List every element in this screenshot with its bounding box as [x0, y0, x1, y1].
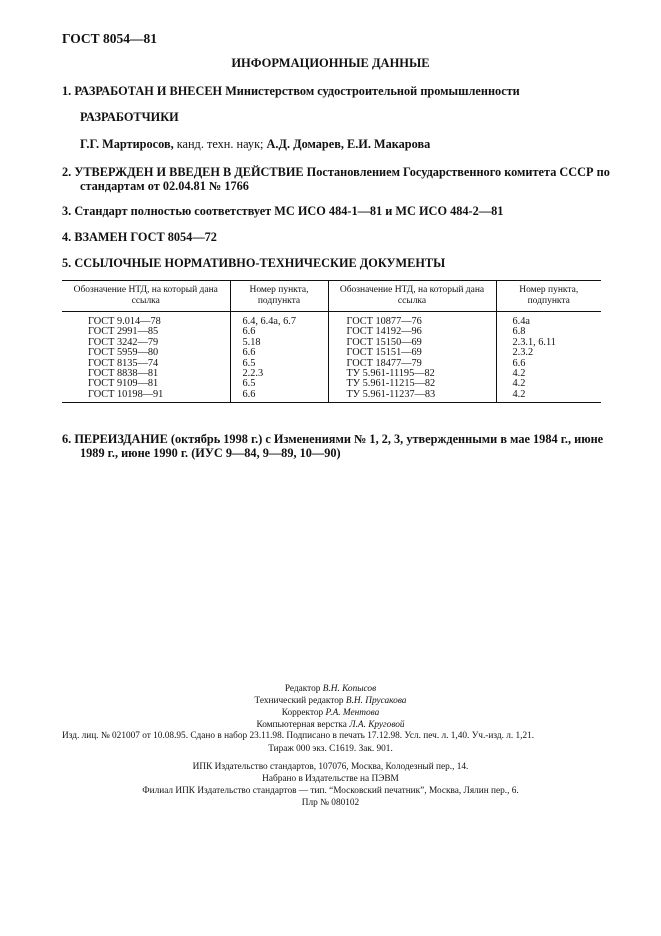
- item-6-text: (октябрь 1998 г.) с Изменениями № 1, 2, 3, утвержденными в мае 1984 г., июне: [170, 432, 604, 446]
- item-6-line-1: [62, 432, 603, 447]
- item-4-text: ВЗАМЕН ГОСТ 8054—72: [74, 230, 217, 244]
- developer-1: Г.Г. Мартиросов,: [80, 137, 174, 151]
- page-title: ИНФОРМАЦИОННЫЕ ДАННЫЕ: [231, 56, 430, 70]
- ref-doc: ТУ 5.961-11237—83: [328, 390, 496, 403]
- ref-item: 6.5: [230, 379, 328, 389]
- table-row: [62, 312, 601, 328]
- ref-doc: ГОСТ 8135—74: [62, 359, 230, 369]
- developers-names: [80, 137, 430, 152]
- ref-item: 6.4а: [512, 316, 530, 327]
- ref-doc: ГОСТ 3242—79: [62, 338, 230, 348]
- ref-doc: ГОСТ 14192—96: [328, 327, 496, 337]
- item-4-number: 4.: [62, 230, 72, 244]
- ref-doc: ГОСТ 18477—79: [328, 359, 496, 369]
- item-5-text: ССЫЛОЧНЫЕ НОРМАТИВНО-ТЕХНИЧЕСКИЕ ДОКУМЕНТЫ: [74, 256, 446, 270]
- ref-item: 6.4, 6.4а, 6.7: [230, 312, 328, 328]
- ref-item: 4.2: [512, 368, 526, 380]
- ref-doc: ГОСТ 15151—69: [328, 348, 496, 358]
- credit-role: Технический редактор: [254, 696, 344, 706]
- ref-doc: ГОСТ 2991—85: [62, 327, 230, 337]
- credits: [0, 683, 661, 731]
- credit-person: В.Н. Копысов: [322, 684, 377, 694]
- header-doc-right: Обозначение НТД, на который дана ссылка: [328, 281, 496, 312]
- imprint-line-2: Тираж 000 экз. С1619. Зак. 901.: [268, 744, 393, 754]
- ref-doc: ГОСТ 10877—76: [328, 312, 496, 328]
- ref-doc: ГОСТ 9.014—78: [62, 312, 230, 328]
- ref-doc: ГОСТ 9109—81: [62, 379, 230, 389]
- item-2-lead: УТВЕРЖДЕН И ВВЕДЕН В ДЕЙСТВИЕ: [74, 165, 304, 179]
- ref-item: 4.2: [512, 378, 526, 390]
- ref-doc: ГОСТ 10198—91: [62, 390, 230, 403]
- ref-item: 6.6: [230, 390, 328, 403]
- credit-tech-editor: [0, 695, 661, 707]
- ref-doc: ГОСТ 5959—80: [62, 348, 230, 358]
- imprint-line-5: Филиал ИПК Издательство стандартов — тип. “Московский печатник”, Москва, Лялин пер., 6.: [142, 786, 519, 796]
- imprint-line-1: Изд. лиц. № 021007 от 10.08.95. Сдано в набор 23.11.98. Подписано в печать 17.12.98. Усл. печ. л. 1,40. Уч.-изд. л. 1,21.: [62, 731, 535, 741]
- credit-layout: [0, 719, 661, 731]
- ref-item: 6.5: [230, 359, 328, 369]
- item-4: [62, 230, 217, 245]
- item-6-lead: ПЕРЕИЗДАНИЕ: [74, 432, 168, 446]
- developers-label: РАЗРАБОТЧИКИ: [80, 110, 179, 124]
- ref-doc: ТУ 5.961-11215—82: [328, 379, 496, 389]
- ref-item: 5.18: [230, 338, 328, 348]
- item-3: [62, 204, 503, 219]
- credit-person: Л.А. Круговой: [349, 720, 405, 730]
- credit-corrector: [0, 707, 661, 719]
- header-doc-left: Обозначение НТД, на который дана ссылка: [62, 281, 230, 312]
- references-table-header: [62, 281, 601, 312]
- imprint-line-3: ИПК Издательство стандартов, 107076, Москва, Колодезный пер., 14.: [192, 762, 469, 772]
- credit-role: Корректор: [281, 708, 324, 718]
- credit-person: В.Н. Прусакова: [345, 696, 407, 706]
- ref-item: 6.6: [512, 357, 526, 369]
- imprint-line-6: Плр № 080102: [301, 798, 360, 808]
- item-3-number: 3.: [62, 204, 72, 218]
- credit-role: Компьютерная верстка: [256, 720, 347, 730]
- ref-item: 2.3.1, 6.11: [512, 336, 556, 348]
- item-3-text: Стандарт полностью соответствует МС ИСО 484-1—81 и МС ИСО 484-2—81: [74, 204, 504, 218]
- references-table: [62, 280, 601, 403]
- table-row: [62, 390, 601, 403]
- ref-item: 2.2.3: [230, 369, 328, 379]
- developers-others: А.Д. Домарев, Е.И. Макарова: [266, 137, 431, 151]
- item-1-text: Министерством судостроительной промышленности: [225, 84, 520, 98]
- ref-doc: ГОСТ 15150—69: [328, 338, 496, 348]
- item-1-number: 1.: [62, 84, 72, 98]
- item-2-number: 2.: [62, 165, 72, 179]
- item-6-line-2: 1989 г., июне 1990 г. (ИУС 9—84, 9—89, 10—90): [80, 446, 341, 460]
- ref-item: 6.6: [230, 327, 328, 337]
- item-1-lead: РАЗРАБОТАН И ВНЕСЕН: [74, 84, 223, 98]
- credit-person: Р.А. Ментова: [325, 708, 380, 718]
- ref-item: 4.2: [496, 390, 601, 403]
- header-item-right: Номер пункта, подпункта: [496, 281, 601, 312]
- ref-doc: ТУ 5.961-11195—82: [328, 369, 496, 379]
- ref-item: 6.6: [230, 348, 328, 358]
- item-2-line-2: стандартам от 02.04.81 № 1766: [80, 179, 249, 193]
- developer-1-degree: канд. техн. наук;: [176, 137, 264, 151]
- ref-item: 6.8: [512, 326, 526, 338]
- credit-role: Редактор: [284, 684, 321, 694]
- header-item-left: Номер пункта, подпункта: [230, 281, 328, 312]
- item-2-line-1: [62, 165, 610, 180]
- ref-item: 2.3.2: [512, 347, 534, 359]
- ref-doc: ГОСТ 8838—81: [62, 369, 230, 379]
- item-5-number: 5.: [62, 256, 72, 270]
- item-1: [62, 84, 520, 99]
- credit-editor: [0, 683, 661, 695]
- item-5: [62, 256, 445, 271]
- imprint-line-4: Набрано в Издательстве на ПЭВМ: [262, 774, 399, 784]
- document-code: ГОСТ 8054—81: [62, 31, 158, 46]
- item-2-text: Постановлением Государственного комитета СССР по: [306, 165, 610, 179]
- item-6-number: 6.: [62, 432, 72, 446]
